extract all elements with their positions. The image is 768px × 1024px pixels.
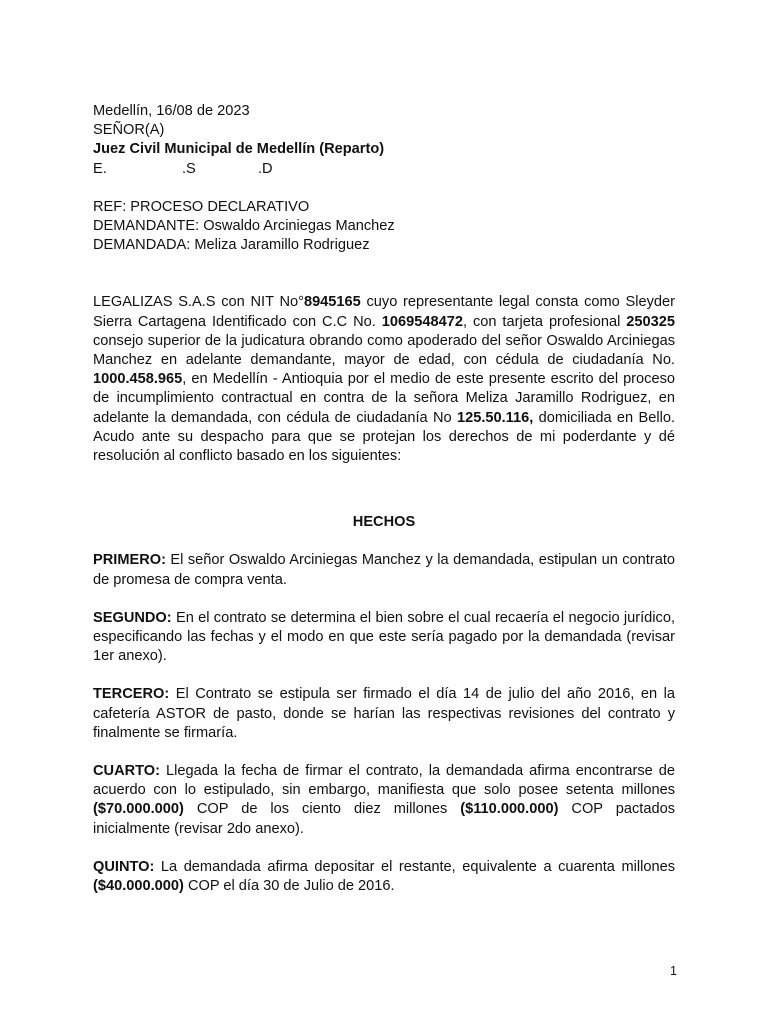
fact-text: Llegada la fecha de firmar el contrato, la demandada afirma encontrarse de acuerdo con lo estipulado, sin embargo, manifiesta que solo posee setenta millones [93,763,675,799]
fact-label: PRIMERO: [93,552,166,569]
fact-text: En el contrato se determina el bien sobre el cual recaería el negocio jurídico, especificando las fechas y el modo en que este sería pagado por la demandada (revisar 1er anexo). [93,609,675,665]
esd-line [93,160,675,179]
cc-number: 1069548472 [381,313,463,330]
fact-text: La demandada afirma depositar el restante, equivalente a cuarenta millones [154,858,675,875]
demandante-line: DEMANDANTE: Oswaldo Arciniegas Manchez [93,218,395,235]
cedula-demandante: 1000.458.965 [93,371,183,388]
demandada-line: DEMANDADA: Meliza Jaramillo Rodriguez [93,237,370,254]
fact-label: SEGUNDO: [93,609,172,626]
fact-quinto [93,858,675,896]
amount: ($70.000.000) [93,801,184,818]
fact-text: COP el día 30 de Julio de 2016. [183,878,395,895]
reference-line: REF: PROCESO DECLARATIVO [93,198,310,215]
salutation: SEÑOR(A) [93,122,165,139]
fact-text: COP de los ciento diez millones [183,801,461,818]
cedula-demandada: 125.50.116, [456,409,534,426]
tarjeta-number: 250325 [626,313,675,330]
intro-text: domiciliada en Bello. Acudo ante su despacho para que se protejan los derechos de mi poderdante y dé resolución al conflicto basado en los siguientes: [93,409,675,465]
fact-primero [93,551,675,589]
addressee: Juez Civil Municipal de Medellín (Reparto) [93,141,385,158]
esd-s: .S [182,160,196,177]
fact-cuarto [93,762,675,839]
fact-label: CUARTO: [93,763,161,780]
fact-label: QUINTO: [93,858,155,875]
amount: ($40.000.000) [93,878,184,895]
intro-text: consejo superior de la judicatura obrando como apoderado del señor Oswaldo Arciniegas Manchez en adelante demandante, mayor de edad, con cédula de ciudadanía No. [93,332,675,369]
document-body [93,102,675,896]
fact-segundo [93,609,675,667]
fact-text: El señor Oswaldo Arciniegas Manchez y la demandada, estipulan un contrato de promesa de compra venta. [93,552,675,588]
amount: ($110.000.000) [460,801,559,818]
esd-e: E. [93,160,107,177]
fact-label: TERCERO: [93,686,170,703]
intro-text: cuyo representante legal consta como Sleyder Sierra Cartagena Identificado con C.C No. [93,294,675,330]
esd-d: .D [258,160,273,177]
intro-text: , con tarjeta profesional [462,313,627,330]
intro-paragraph [93,293,675,466]
place-date: Medellín, 16/08 de 2023 [93,103,250,119]
fact-text: El Contrato se estipula ser firmado el día 14 de julio del año 2016, en la cafetería ASTOR de pasto, donde se harían las respectivas revisiones del contrato y finalmente se firmaría. [93,686,675,741]
page-number: 1 [670,964,677,978]
fact-tercero [93,685,675,743]
section-title: HECHOS [352,514,416,531]
intro-text: LEGALIZAS S.A.S con NIT No° [93,294,304,311]
fact-text: COP pactados inicialmente (revisar 2do anexo). [93,801,675,837]
intro-text: , en Medellín - Antioquia por el medio de este presente escrito del proceso de incumplimiento contractual en contra de la señora Meliza Jaramillo Rodriguez, en adelante la demandada, con cédula de ciudadanía No [93,371,675,426]
nit-number: 8945165 [303,294,361,311]
